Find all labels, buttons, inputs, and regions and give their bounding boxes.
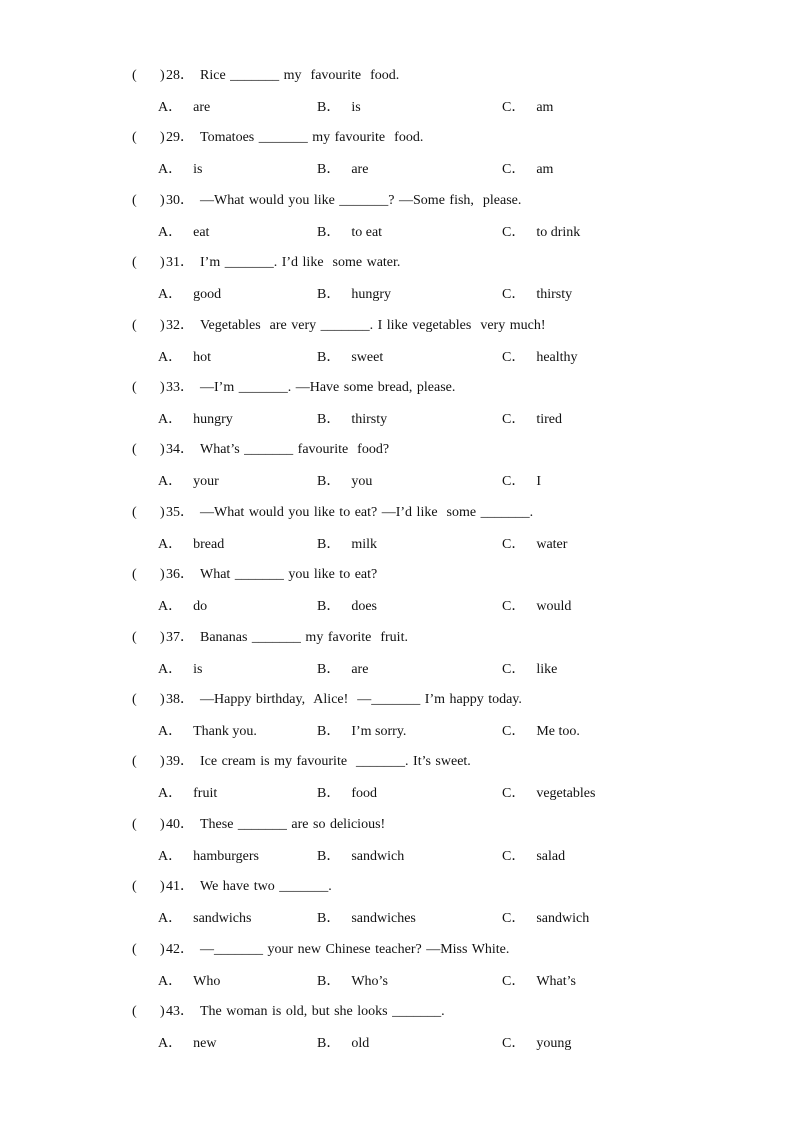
option-text: would (536, 599, 572, 614)
option-text: Who’s (351, 974, 388, 989)
option-letter: B． (317, 100, 341, 115)
option-text: old (351, 1036, 370, 1051)
option-a (158, 847, 259, 867)
option-letter: A． (158, 162, 183, 177)
option-text: to drink (536, 225, 581, 240)
option-text: sandwich (351, 849, 405, 864)
option-text: sandwich (536, 911, 590, 926)
option-letter: A． (158, 724, 183, 739)
option-letter: B． (317, 786, 341, 801)
option-text: food (351, 786, 378, 801)
option-b (317, 348, 383, 368)
question-line (0, 66, 794, 86)
option-text: hamburgers (193, 849, 259, 864)
question-line (0, 752, 794, 772)
option-letter: A． (158, 474, 183, 489)
answer-bracket-close: ) (160, 567, 165, 582)
option-text: sandwichs (193, 911, 252, 926)
option-b (317, 223, 382, 243)
option-text: I (536, 474, 542, 489)
option-letter: C． (502, 662, 526, 677)
question-number: 30． (166, 193, 194, 208)
question-line (0, 440, 794, 460)
option-b (317, 285, 391, 305)
option-letter: A． (158, 537, 183, 552)
option-text: What’s (536, 974, 576, 989)
option-b (317, 597, 377, 617)
answer-bracket-close: ) (160, 692, 165, 707)
question-text: I’m _______. I’d like some water. (200, 255, 401, 270)
option-c (502, 847, 565, 867)
option-text: tired (536, 412, 562, 427)
answer-bracket-close: ) (160, 754, 165, 769)
option-letter: A． (158, 849, 183, 864)
option-text: fruit (193, 786, 218, 801)
option-text: am (536, 162, 554, 177)
question-number: 41． (166, 879, 194, 894)
option-letter: A． (158, 1036, 183, 1051)
options-line (0, 660, 794, 680)
option-letter: C． (502, 849, 526, 864)
option-a (158, 410, 233, 430)
option-a (158, 98, 210, 118)
option-a (158, 223, 209, 243)
option-c (502, 722, 580, 742)
option-text: I’m sorry. (351, 724, 407, 739)
question-number: 42． (166, 942, 194, 957)
option-b (317, 909, 416, 929)
answer-bracket-close: ) (160, 505, 165, 520)
option-text: bread (193, 537, 225, 552)
options-line (0, 847, 794, 867)
option-letter: B． (317, 974, 341, 989)
answer-bracket-open: ( (132, 318, 137, 333)
option-a (158, 535, 224, 555)
question-line (0, 1002, 794, 1022)
answer-bracket-open: ( (132, 130, 137, 145)
answer-bracket-close: ) (160, 255, 165, 270)
options-line (0, 784, 794, 804)
option-letter: C． (502, 599, 526, 614)
option-letter: B． (317, 724, 341, 739)
options-line (0, 472, 794, 492)
option-text: hot (193, 350, 212, 365)
option-c (502, 472, 541, 492)
question-number: 36． (166, 567, 194, 582)
option-letter: C． (502, 724, 526, 739)
option-text: water (536, 537, 568, 552)
option-c (502, 223, 580, 243)
option-text: milk (351, 537, 378, 552)
answer-bracket-open: ( (132, 505, 137, 520)
option-letter: B． (317, 599, 341, 614)
option-letter: A． (158, 662, 183, 677)
question-line (0, 565, 794, 585)
answer-bracket-close: ) (160, 193, 165, 208)
option-c (502, 597, 571, 617)
answer-bracket-close: ) (160, 130, 165, 145)
option-a (158, 660, 202, 680)
option-text: vegetables (536, 786, 596, 801)
option-letter: B． (317, 225, 341, 240)
option-text: your (193, 474, 219, 489)
option-letter: A． (158, 911, 183, 926)
option-letter: A． (158, 287, 183, 302)
question-number: 33． (166, 380, 194, 395)
question-number: 43． (166, 1004, 194, 1019)
question-text: —_______ your new Chinese teacher? —Miss White. (200, 942, 510, 957)
option-b (317, 535, 377, 555)
question-text: We have two _______. (200, 879, 332, 894)
option-letter: A． (158, 412, 183, 427)
answer-bracket-open: ( (132, 817, 137, 832)
answer-bracket-close: ) (160, 380, 165, 395)
option-b (317, 160, 368, 180)
question-number: 37． (166, 630, 194, 645)
answer-bracket-open: ( (132, 754, 137, 769)
option-b (317, 847, 404, 867)
option-letter: A． (158, 350, 183, 365)
answer-bracket-close: ) (160, 817, 165, 832)
option-b (317, 660, 368, 680)
question-text: Rice _______ my favourite food. (200, 68, 400, 83)
option-letter: A． (158, 225, 183, 240)
option-text: you (351, 474, 373, 489)
option-letter: B． (317, 350, 341, 365)
answer-bracket-open: ( (132, 630, 137, 645)
question-text: The woman is old, but she looks _______. (200, 1004, 445, 1019)
answer-bracket-close: ) (160, 942, 165, 957)
answer-bracket-close: ) (160, 68, 165, 83)
question-text: Ice cream is my favourite _______. It’s sweet. (200, 754, 471, 769)
options-line (0, 722, 794, 742)
option-text: Thank you. (193, 724, 257, 739)
option-a (158, 472, 219, 492)
answer-bracket-open: ( (132, 1004, 137, 1019)
question-number: 29． (166, 130, 194, 145)
option-text: sweet (351, 350, 384, 365)
option-text: do (193, 599, 208, 614)
option-letter: C． (502, 911, 526, 926)
question-number: 34． (166, 442, 194, 457)
option-b (317, 472, 372, 492)
question-number: 32． (166, 318, 194, 333)
option-c (502, 410, 562, 430)
option-text: young (536, 1036, 572, 1051)
answer-bracket-close: ) (160, 1004, 165, 1019)
option-letter: B． (317, 412, 341, 427)
answer-bracket-open: ( (132, 68, 137, 83)
option-b (317, 1034, 369, 1054)
option-letter: C． (502, 1036, 526, 1051)
option-text: does (351, 599, 378, 614)
option-letter: B． (317, 474, 341, 489)
answer-bracket-open: ( (132, 879, 137, 894)
question-text: —What would you like to eat? —I’d like some _______. (200, 505, 534, 520)
question-text: What’s _______ favourite food? (200, 442, 390, 457)
question-text: —Happy birthday, Alice! —_______ I’m happy today. (200, 692, 522, 707)
option-text: are (351, 162, 369, 177)
question-number: 40． (166, 817, 194, 832)
option-letter: B． (317, 287, 341, 302)
question-line (0, 815, 794, 835)
option-text: hungry (351, 287, 392, 302)
question-line (0, 877, 794, 897)
question-number: 31． (166, 255, 194, 270)
question-text: Tomatoes _______ my favourite food. (200, 130, 424, 145)
options-line (0, 348, 794, 368)
question-line (0, 316, 794, 336)
option-letter: C． (502, 974, 526, 989)
question-line (0, 628, 794, 648)
options-line (0, 285, 794, 305)
option-text: healthy (536, 350, 578, 365)
option-a (158, 1034, 216, 1054)
option-letter: B． (317, 849, 341, 864)
option-text: Who (193, 974, 221, 989)
option-letter: C． (502, 287, 526, 302)
option-c (502, 160, 553, 180)
question-line (0, 128, 794, 148)
option-b (317, 410, 387, 430)
question-text: —I’m _______. —Have some bread, please. (200, 380, 456, 395)
question-line (0, 940, 794, 960)
option-b (317, 784, 377, 804)
option-letter: C． (502, 474, 526, 489)
options-line (0, 1034, 794, 1054)
option-c (502, 535, 567, 555)
option-letter: A． (158, 599, 183, 614)
option-letter: B． (317, 162, 341, 177)
option-text: is (193, 162, 203, 177)
option-text: are (193, 100, 211, 115)
option-letter: C． (502, 412, 526, 427)
option-letter: B． (317, 911, 341, 926)
option-b (317, 722, 406, 742)
option-text: hungry (193, 412, 233, 427)
option-a (158, 784, 217, 804)
answer-bracket-open: ( (132, 692, 137, 707)
option-text: sandwiches (351, 911, 416, 926)
options-line (0, 909, 794, 929)
option-letter: B． (317, 537, 341, 552)
answer-bracket-open: ( (132, 255, 137, 270)
question-text: Vegetables are very _______. I like vegetables very much! (200, 318, 546, 333)
option-a (158, 722, 257, 742)
option-letter: C． (502, 162, 526, 177)
option-text: like (536, 662, 558, 677)
answer-bracket-close: ) (160, 442, 165, 457)
option-c (502, 972, 576, 992)
option-a (158, 909, 251, 929)
answer-bracket-close: ) (160, 879, 165, 894)
option-a (158, 285, 221, 305)
answer-bracket-open: ( (132, 380, 137, 395)
question-text: What _______ you like to eat? (200, 567, 378, 582)
option-text: is (351, 100, 361, 115)
option-letter: A． (158, 974, 183, 989)
option-c (502, 348, 578, 368)
option-text: new (193, 1036, 217, 1051)
options-line (0, 160, 794, 180)
option-text: are (351, 662, 369, 677)
answer-bracket-open: ( (132, 193, 137, 208)
option-c (502, 1034, 571, 1054)
question-text: —What would you like _______? —Some fish, please. (200, 193, 522, 208)
question-text: These _______ are so delicious! (200, 817, 386, 832)
options-line (0, 535, 794, 555)
option-letter: A． (158, 100, 183, 115)
option-letter: A． (158, 786, 183, 801)
option-b (317, 972, 388, 992)
question-line (0, 191, 794, 211)
answer-bracket-close: ) (160, 318, 165, 333)
option-b (317, 98, 361, 118)
option-text: good (193, 287, 222, 302)
question-number: 28． (166, 68, 194, 83)
option-text: is (193, 662, 203, 677)
option-a (158, 160, 202, 180)
answer-bracket-open: ( (132, 442, 137, 457)
question-number: 38． (166, 692, 194, 707)
option-text: salad (536, 849, 566, 864)
option-letter: B． (317, 1036, 341, 1051)
question-number: 35． (166, 505, 194, 520)
option-c (502, 660, 557, 680)
answer-bracket-open: ( (132, 942, 137, 957)
option-letter: C． (502, 350, 526, 365)
options-line (0, 410, 794, 430)
question-line (0, 253, 794, 273)
question-line (0, 503, 794, 523)
question-line (0, 378, 794, 398)
options-line (0, 972, 794, 992)
option-text: Me too. (536, 724, 580, 739)
option-a (158, 597, 207, 617)
answer-bracket-open: ( (132, 567, 137, 582)
option-letter: C． (502, 225, 526, 240)
options-line (0, 98, 794, 118)
option-text: thirsty (351, 412, 388, 427)
option-text: to eat (351, 225, 383, 240)
option-letter: B． (317, 662, 341, 677)
option-a (158, 348, 211, 368)
option-letter: C． (502, 537, 526, 552)
options-line (0, 223, 794, 243)
option-c (502, 909, 589, 929)
question-text: Bananas _______ my favorite fruit. (200, 630, 408, 645)
option-letter: C． (502, 100, 526, 115)
option-text: thirsty (536, 287, 573, 302)
answer-bracket-close: ) (160, 630, 165, 645)
option-text: eat (193, 225, 210, 240)
option-a (158, 972, 220, 992)
option-letter: C． (502, 786, 526, 801)
option-text: am (536, 100, 554, 115)
question-line (0, 690, 794, 710)
question-number: 39． (166, 754, 194, 769)
option-c (502, 98, 553, 118)
options-line (0, 597, 794, 617)
option-c (502, 784, 595, 804)
option-c (502, 285, 572, 305)
